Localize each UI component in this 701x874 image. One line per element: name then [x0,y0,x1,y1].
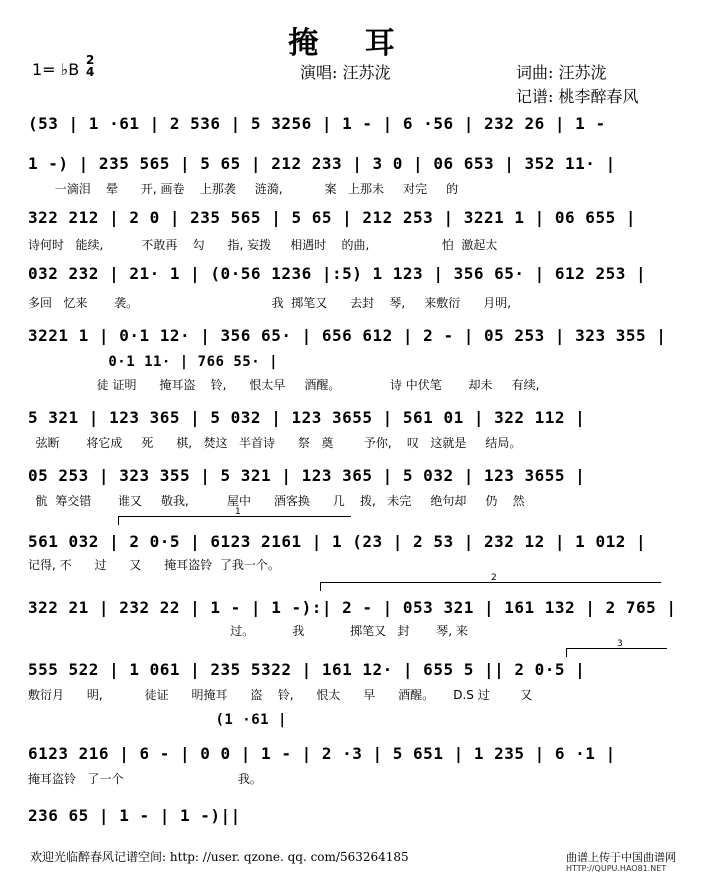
notation-line-2: 1 -) | 235 565 | 5 65 | 212 233 | 3 0 | 06 653 | 352 11· | [28,154,616,173]
song-title: 掩 耳 [288,26,413,61]
notation-line-4: 032 232 | 21· 1 | (0·56 1236 |:5) 1 123 | 356 65· | 612 253 | [28,264,647,283]
site-url: HTTP://QUPU.HAO81.NET [566,864,667,873]
volta-label-3: 3 [617,639,623,649]
notation-line-5: 3221 1 | 0·1 12· | 356 65· | 656 612 | 2 - | 05 253 | 323 355 | [28,326,667,345]
transcriber-credit: 记谱: 桃李醉春风 [516,87,639,106]
time-signature [86,54,94,78]
notation-line-7: 05 253 | 323 355 | 5 321 | 123 365 | 5 032 | 123 3655 | [28,466,586,485]
notation-line-1: (53 | 1 ·61 | 2 536 | 5 3256 | 1 - | 6 ·56 | 232 26 | 1 - [28,114,606,133]
lyrics-line-2: 一滴泪 晕 开, 画卷 上那袭 涟漪, 案 上那未 对完 的 [28,182,459,196]
footer-text: 欢迎光临醉春风记谱空间: http: //user. qzone. qq. com/563264185 [30,850,409,864]
notation-line-6: 5 321 | 123 365 | 5 032 | 123 3655 | 561 01 | 322 112 | [28,408,586,427]
lyrics-line-3: 诗何时 能续, 不敢再 勾 指, 妄拨 相遇时 的曲, 怕 激起太 [28,238,498,252]
notation-line-9: 322 21 | 232 22 | 1 - | 1 -):| 2 - | 053 321 | 161 132 | 2 765 | [28,598,677,617]
lyrics-line-10: 敷衍月 明, 徒证 明掩耳 盗 铃, 恨太 早 酒醒。 D.S 过 又 [28,688,533,702]
lyrics-line-4: 多回 忆来 袭。 我 掷笔又 去封 琴, 来敷衍 月明, [28,296,512,310]
volta-label-1: 1 [235,507,241,517]
site-watermark [566,852,676,874]
notation-line-12: 236 65 | 1 - | 1 -)|| [28,806,241,825]
lyrics-line-9: 过。 我 掷笔又 封 琴, 来 [28,624,468,638]
notation-line-11: 6123 216 | 6 - | 0 0 | 1 - | 2 ·3 | 5 651 | 1 235 | 6 ·1 | [28,744,616,763]
lyrics-line-8: 记得, 不 过 又 掩耳盗铃 了我一个。 [28,558,280,572]
meter-top: 2 [86,53,95,67]
singer-credit: 演唱: 汪苏泷 [300,63,391,82]
volta-bracket-2 [320,573,661,591]
volta-label-2: 2 [491,573,497,583]
notation-line-10: 555 522 | 1 061 | 235 5322 | 161 12· | 655 5 || 2 0·5 | [28,660,586,679]
key-signature: 1= ♭B [32,60,80,79]
lyrics-line-5: 徒 证明 掩耳盗 铃, 恨太早 酒醒。 诗 中伏笔 却未 有续, [28,378,540,392]
volta-bracket-1 [118,507,351,525]
notation-line-3: 322 212 | 2 0 | 235 565 | 5 65 | 212 253 | 3221 1 | 06 655 | [28,208,636,227]
lyrics-line-7: 骯 筹交错 谁又 敬我, 屋中 酒客换 几 拨, 未完 绝句却 仍 然 [28,494,525,508]
meter-bottom: 4 [86,65,95,79]
notation-line-8: 561 032 | 2 0·5 | 6123 2161 | 1 (23 | 2 53 | 232 12 | 1 012 | [28,532,647,551]
notation-line-5-alt: 0·1 11· | 766 55· | [28,354,279,370]
site-name: 曲谱上传于中国曲谱网 [566,851,676,864]
lyrics-line-6: 弦断 将它成 死 棋, 焚这 半首诗 祭 奠 予你, 叹 这就是 结局。 [28,436,522,450]
lyrics-line-11: 掩耳盗铃 了一个 我。 [28,772,262,786]
lyricist-composer-credit: 词曲: 汪苏泷 [516,63,607,82]
notation-line-11-intro: (1 ·61 | [28,712,287,728]
volta-bracket-3 [566,639,667,657]
